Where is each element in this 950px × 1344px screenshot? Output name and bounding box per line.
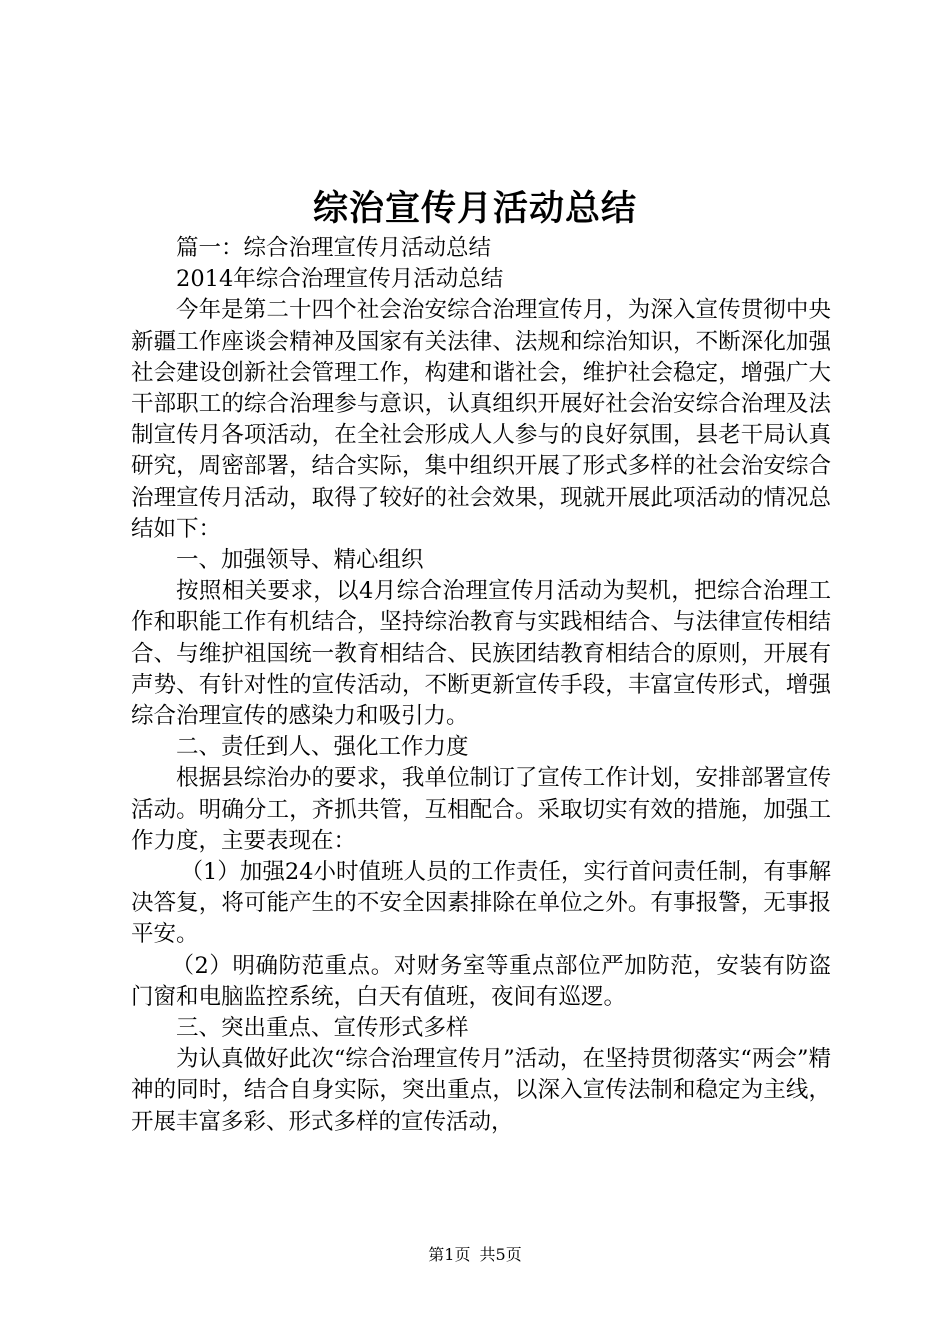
document-title: 综治宣传月活动总结 (312, 188, 637, 229)
page-footer (0, 1244, 950, 1266)
section-heading: 三、突出重点、宣传形式多样 (176, 1015, 469, 1042)
section-heading: 篇一：综合治理宣传月活动总结 (176, 235, 492, 261)
section-heading: 二、责任到人、强化工作力度 (176, 734, 469, 761)
list-item: （2）明确防范重点。对财务室等重点部位严加防范，安装有防盗门窗和电脑监控系统，白天有值班，夜间有巡逻。 (131, 952, 831, 1010)
list-item: （1）加强24小时值班人员的工作责任，实行首问责任制，有事解决答复，将可能产生的不安全因素排除在单位之外。有事报警，无事报平安。 (131, 859, 831, 948)
page-number: 第1页 (428, 1245, 471, 1264)
paragraph: 今年是第二十四个社会治安综合治理宣传月，为深入宣传贯彻中央新疆工作座谈会精神及国家有关法律、法规和综治知识，不断深化加强社会建设创新社会管理工作，构建和谐社会，维护社会稳定，增强广大干部职工的综合治理参与意识，认真组织开展好社会治安综合治理及法制宣传月各项活动，在全社会形成人人参与的良好氛围，县老干局认真研究，周密部署，结合实际，集中组织开展了形式多样的社会治安综合治理宣传月活动，取得了较好的社会效果，现就开展此项活动的情况总结如下： (131, 297, 831, 542)
paragraph: 按照相关要求，以4月综合治理宣传月活动为契机，把综合治理工作和职能工作有机结合，坚持综治教育与实践相结合、与法律宣传相结合、与维护祖国统一教育相结合、民族团结教育相结合的原则，开展有声势、有针对性的宣传活动，不断更新宣传手段，丰富宣传形式，增强综合治理宣传的感染力和吸引力。 (131, 578, 831, 730)
paragraph: 为认真做好此次“综合治理宣传月”活动，在坚持贯彻落实“两会”精神的同时，结合自身实际，突出重点，以深入宣传法制和稳定为主线，开展丰富多彩、形式多样的宣传活动， (131, 1046, 831, 1135)
section-heading: 一、加强领导、精心组织 (176, 547, 424, 574)
paragraph: 根据县综治办的要求，我单位制订了宣传工作计划，安排部署宣传活动。明确分工，齐抓共管，互相配合。采取切实有效的措施，加强工作力度，主要表现在： (131, 765, 831, 854)
document-body (131, 233, 831, 1138)
subtitle: 2014年综合治理宣传月活动总结 (176, 266, 504, 293)
page-total: 共5页 (479, 1245, 522, 1264)
